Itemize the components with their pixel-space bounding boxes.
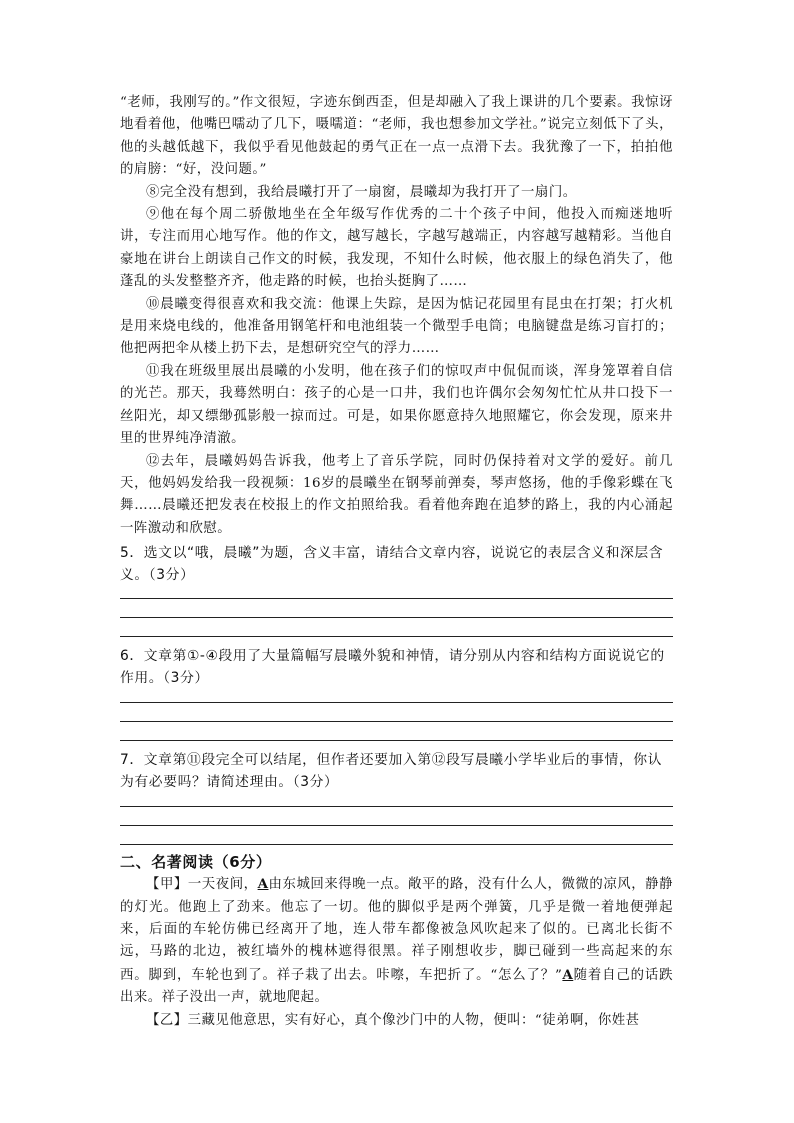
answer-line[interactable] <box>120 806 673 807</box>
section-title: 二、名著阅读（6分） <box>120 853 272 872</box>
answer-line[interactable] <box>120 636 673 637</box>
answer-line[interactable] <box>120 598 673 599</box>
answer-line[interactable] <box>120 721 673 722</box>
blank-marker: A <box>257 876 269 893</box>
paragraph-7-continued: “老师，我刚写的。”作文很短，字迹东倒西歪，但是却融入了我上课讲的几个要素。我惊讶地看着他，他嘴巴嚅动了几下，嗫嚅道：“老师，我也想参加文学社。”说完立刻低下了头，他的头越低越下，我似乎看见他鼓起的勇气正在一点一点滑下去。我犹豫了一下，拍拍他的肩膀：“好，没问题。” <box>120 95 673 178</box>
question-text: 6．文章第①-④段用了大量篇幅写晨曦外貌和神情，请分别从内容和结构方面说说它的作用。（3分） <box>120 648 665 687</box>
answer-line[interactable] <box>120 617 673 618</box>
answer-line[interactable] <box>120 740 673 741</box>
question-5 <box>120 542 673 637</box>
excerpt-jia: 【甲】一天夜间，A由东城回来得晚一点。敞平的路，没有什么人，微微的凉风，静静的灯光。他跑上了劲来。他忘了一切。他的脚似乎是两个弹簧，几乎是微一着地便弹起来，后面的车轮仿佛已经离开了地，连人带车都像被急风吹起来了似的。已离北长街不远，马路的北边，被红墙外的槐林遮得很黑。祥子刚想收步，脚已碰到一些高起来的东西。脚到，车轮也到了。祥子栽了出去。咔嚓，车把折了。“怎么了？”A随着自己的话跌出来。祥子没出一声，就地爬起。 <box>120 876 674 1006</box>
question-text: 7．文章第⑪段完全可以结尾，但作者还要加入第⑫段写晨曦小学毕业后的事情，你认为有必要吗？请简述理由。（3分） <box>120 752 663 791</box>
question-6 <box>120 645 673 741</box>
paragraph-12: ⑫去年，晨曦妈妈告诉我，他考上了音乐学院，同时仍保持着对文学的爱好。前几天，他妈妈发给我一段视频：16岁的晨曦坐在钢琴前弹奏，琴声悠扬，他的手像彩蝶在飞舞……晨曦还把发表在校报上的作文拍照给我。看着他奔跑在追梦的路上，我的内心涌起一阵激动和欣慰。 <box>120 453 673 536</box>
excerpt-label: 【甲】 <box>146 877 188 893</box>
answer-line[interactable] <box>120 702 673 703</box>
paragraph-9: ⑨他在每个周二骄傲地坐在全年级写作优秀的二十个孩子中间，他投入而痴迷地听讲，专注而用心地写作。他的作文，越写越长，字越写越端正，内容越写越精彩。当他自豪地在讲台上朗读自己作文的时候，我发现，不知什么时候，他衣服上的绿色消失了，他蓬乱的头发整整齐齐，他走路的时候，也抬头挺胸了…… <box>120 207 673 290</box>
paragraph-10: ⑩晨曦变得很喜欢和我交流：他课上失踪，是因为惦记花园里有昆虫在打架；打火机是用来烧电线的，他准备用钢笔杆和电池组装一个微型手电筒；电脑键盘是练习盲打的；他把两把伞从楼上扔下去，是想研究空气的浮力…… <box>120 296 673 357</box>
exam-page <box>120 92 673 1032</box>
excerpt-label: 【乙】 <box>146 1012 188 1028</box>
answer-line[interactable] <box>120 825 673 826</box>
blank-marker: A <box>562 966 574 983</box>
answer-line[interactable] <box>120 844 673 845</box>
question-7 <box>120 749 673 845</box>
paragraph-11: ⑪我在班级里展出晨曦的小发明，他在孩子们的惊叹声中侃侃而谈，浑身笼罩着自信的光芒。那天，我蓦然明白：孩子的心是一口井，我们也许偶尔会匆匆忙忙从井口投下一丝阳光，却又缥缈孤影般一掠而过。可是，如果你愿意持久地照耀它，你会发现，原来井里的世界纯净清澈。 <box>120 363 673 447</box>
excerpt-yi: 【乙】三藏见他意思，实有好心，真个像沙门中的人物，便叫：“徒弟啊，你姓甚 <box>146 1012 640 1028</box>
paragraph-8: ⑧完全没有想到，我给晨曦打开了一扇窗，晨曦却为我打开了一扇门。 <box>146 184 577 200</box>
question-text: 5．选文以“哦，晨曦”为题，含义丰富，请结合文章内容，说说它的表层含义和深层含义。（3分） <box>120 545 664 584</box>
